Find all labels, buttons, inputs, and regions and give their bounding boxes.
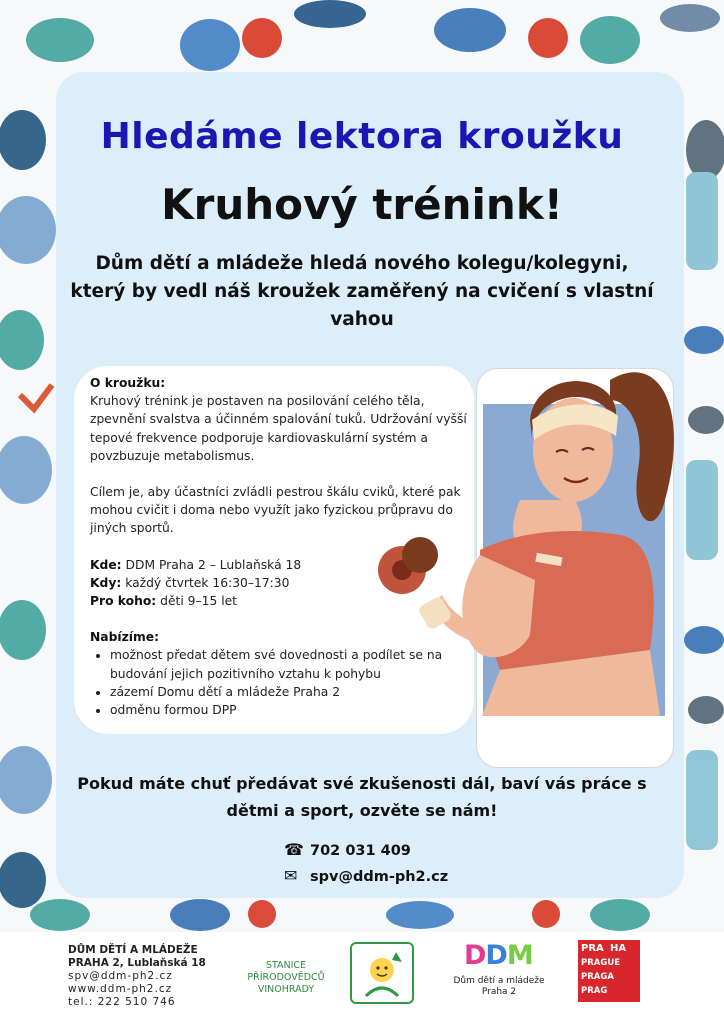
detail-when [90,574,470,592]
ddm-logo-caption [444,976,554,998]
contact-phone[interactable] [284,840,411,859]
offer-item: • odměnu formou DPP [110,701,470,719]
phone-icon: ☎ [284,840,304,859]
headline-circuit-training: Kruhový trénink! [161,180,563,229]
offer-heading: Nabízíme: [90,630,160,645]
ddm-caption-line-2: Praha 2 [481,987,517,997]
info-heading: O kroužku: [90,376,166,390]
stanice-prirodovedcu-text [228,960,344,996]
org-web[interactable]: www.ddm-ph2.cz [68,983,173,995]
praga-text: PRAGA [581,972,614,982]
ddm-caption-line-1: Dům dětí a mládeže [453,976,545,986]
for-value: děti 9–15 let [160,594,238,609]
where-label: Kde: [90,557,122,572]
ddm-logo: DDM [464,940,533,971]
stanice-line-1: STANICE PŘÍRODOVĚDCŮ [247,960,325,983]
offer-list [90,646,470,719]
stanice-line-2: VINOHRADY [257,984,315,995]
org-name: DŮM DĚTÍ A MLÁDEŽE [68,944,198,956]
offer-item: • možnost předat dětem své dovednosti a podílet se na budování jejich pozitivního vztahu k pohybu [110,646,470,682]
contact-email[interactable] [284,866,448,885]
when-value: každý čtvrtek 16:30–17:30 [125,575,290,590]
call-to-action: Pokud máte chuť předávat své zkušenosti dál, baví vás práce s dětmi a sport, ozvěte se nám! [77,774,647,820]
info-paragraph-1: Kruhový trénink je postaven na posilování celého těla, zpevnění svalstva a účinném spalování tuků. Udržování vyšší tepové frekvence podporuje kardiovaskulární systém a povzbuzuje metabolismus. [90,394,467,463]
for-label: Pro koho: [90,594,157,609]
headline-seeking-lecturer: Hledáme lektora kroužku [100,116,624,157]
org-address-block [68,944,206,1009]
detail-for-whom [90,592,470,610]
info-paragraph-2: Cílem je, aby účastníci zvládli pestrou škálu cviků, které pak mohou cvičit i doma nebo využít jako fyzickou průpravu do jiných sportů. [90,485,461,536]
praha-text: PRA [581,943,604,954]
subtitle: Dům dětí a mládeže hledá nového kolegu/kolegyni, který by vedl náš kroužek zaměřený na cvičení s vlastní vahou [70,253,654,330]
envelope-icon: ✉ [284,866,298,885]
offer-item: • zázemí Domu dětí a mládeže Praha 2 [110,683,470,701]
praha-text: HA [610,943,627,954]
prag-text: PRAG [581,986,608,996]
org-address: PRAHA 2, Lublaňská 18 [68,957,206,969]
phone-number: 702 031 409 [310,843,411,859]
where-value: DDM Praha 2 – Lublaňská 18 [125,557,302,572]
when-label: Kdy: [90,575,122,590]
prague-text: PRAGUE [581,958,621,968]
org-tel: tel.: 222 510 746 [68,996,176,1008]
info-text [90,374,470,719]
email-address: spv@ddm-ph2.cz [310,869,449,885]
praha-logo [578,940,640,1002]
org-email[interactable]: spv@ddm-ph2.cz [68,970,173,982]
detail-where [90,556,470,574]
stanice-logo [350,942,414,1004]
